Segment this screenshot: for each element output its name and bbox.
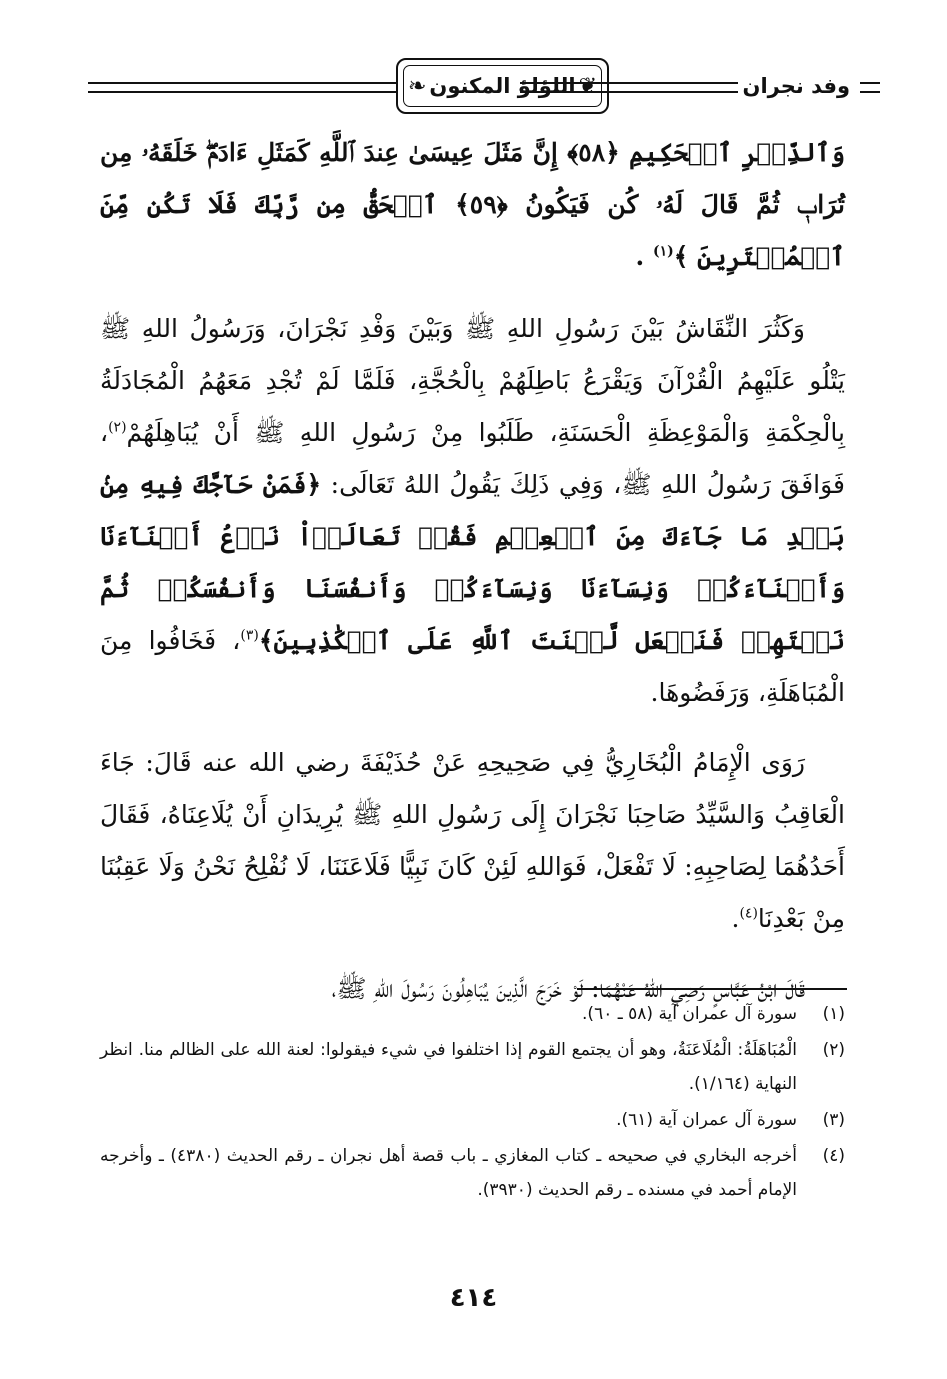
book-title-cartouche [396,58,609,114]
header-rule-edge [860,82,880,93]
main-text [100,125,845,1015]
running-header [88,58,850,122]
footnote-ref[interactable]: (٤) [739,905,758,922]
section-title: وفد نجران [742,74,850,98]
punctuation: . [635,242,653,271]
footnote-text: أخرجه البخاري في صحيحه ـ كتاب المغازي ـ باب قصة أهل نجران ـ رقم الحديث (٤٣٨٠) ـ وأخرجه الإمام أحمد في مسنده ـ رقم الحديث (٣٩٣٠). [100,1146,797,1200]
footnote-text: سورة آل عمران آية (٦١). [616,1110,797,1130]
quran-quote: ﴿فَمَنْ حَآجَّكَ فِيهِ مِنۢ بَعۡدِ مَا جَآءَكَ مِنَ ٱلۡعِلۡمِ فَقُلۡ تَعَالَوۡاْ نَدۡعُ أَبۡنَآءَنَا وَأَبۡنَآءَكُمۡ وَنِسَآءَنَا وَنِسَآءَكُمۡ وَأَنفُسَنَا وَأَنفُسَكُمۡ ثُمَّ نَبۡتَهِلۡ فَنَجۡعَل لَّعۡنَتَ ٱللَّهِ عَلَى ٱلۡكَٰذِبِينَ﴾ [100,470,845,655]
footnote-text: سورة آل عمران آية (٥٨ ـ ٦٠). [582,1004,797,1024]
footnote-item [100,1103,845,1137]
footnote-text: الْمُبَاهَلَةُ: الْمُلَاعَنَةُ، وهو أن يجتمع القوم إذا اختلفوا في شيء فيقولوا: لعنة الله على الظالم منا. انظر النهاية (١/١٦٤). [100,1040,797,1094]
footnote-item [100,997,845,1031]
verse-line: كُن فَيَكُونُ ﴿٥٩﴾ ٱلۡحَقُّ مِن رَّبِّكَ فَلَا تَكُن مِّنَ ٱلۡمُمۡتَرِينَ ﴾ [100,190,845,271]
paragraph-text: رَوَى الْإِمَامُ الْبُخَارِيُّ فِي صَحِيحِهِ عَنْ حُذَيْفَةَ رضي الله عنه قَالَ: جَاءَ الْعَاقِبُ وَالسَّيِّدُ صَاحِبَا نَجْرَانَ إِلَى رَسُولِ اللهِ ﷺ يُرِيدَانِ أَنْ يُلَاعِنَاهُ، فَقَالَ أَحَدُهُمَا لِصَاحِبِهِ: لَا تَفْعَلْ، فَوَاللهِ لَئِنْ كَانَ نَبِيًّا فَلَاعَنَنَا، لَا نُفْلِحُ نَحْنُ وَلَا عَقِبُنَا مِنْ بَعْدِنَا [100,748,845,933]
footnote-ref[interactable]: (٣) [240,627,259,644]
paragraph-text: ، فَخَافُوا مِنَ الْمُبَاهَلَةِ، وَرَفَضُوهَا. [100,626,845,707]
footnote-number: (٣) [822,1110,845,1130]
footnote-item [100,1139,845,1207]
paragraph-text: قَالَ ابْنُ عَبَّاسٍ رَضِيَ اللهُ عَنْهُمَا: لَوْ خَرَجَ الَّذِينَ يُبَاهِلُونَ رَسُولَ اللهِ ﷺ، [331,974,805,1003]
quran-verse-block [100,127,845,283]
ornament-icon: ❦ [578,74,597,99]
page-number: ٤١٤ [449,1283,498,1313]
footnote-ref[interactable]: (٢) [108,419,127,436]
footnote-item [100,1033,845,1101]
book-title: اللؤلؤ المكنون [429,74,576,98]
paragraph-text: وَكَثُرَ النِّقَاشُ بَيْنَ رَسُولِ اللهِ ﷺ وَبَيْنَ وَفْدِ نَجْرَانَ، وَرَسُولُ اللهِ ﷺ يَتْلُو عَلَيْهِمُ الْقُرْآنَ وَيَقْرَعُ بَاطِلَهُمْ بِالْحُجَّةِ، فَلَمَّا لَمْ تُجْدِ مَعَهُمُ الْمُجَادَلَةُ بِالْحِكْمَةِ وَالْمَوْعِظَةِ الْحَسَنَةِ، طَلَبُوا مِنْ رَسُولِ اللهِ ﷺ أَنْ يُبَاهِلَهُمْ [100,314,845,447]
paragraph-text: ، فَوَافَقَ رَسُولُ اللهِ ﷺ، وَفِي ذَلِكَ يَقُولُ اللهُ تَعَالَى: [100,418,845,499]
paragraph [100,737,845,945]
paragraph [100,303,845,719]
footnote-separator [577,988,847,990]
footnote-number: (٤) [822,1146,845,1166]
footnote-number: (١) [822,1004,845,1024]
punctuation: . [731,904,740,933]
footnote-ref[interactable]: (١) [652,243,674,260]
footnote-number: (٢) [822,1040,845,1060]
verse-line: وَٱلذِّكۡرِ ٱلۡحَكِيمِ ﴿٥٨﴾ إِنَّ مَثَلَ عِيسَىٰ عِندَ ٱللَّهِ كَمَثَلِ ءَادَمَۖ خَلَقَهُۥ مِن تُرَابٖ ثُمَّ قَالَ لَهُۥ [100,138,845,219]
ornament-icon: ❧ [408,74,427,99]
footnotes [100,997,845,1209]
header-rule-left [88,82,396,93]
